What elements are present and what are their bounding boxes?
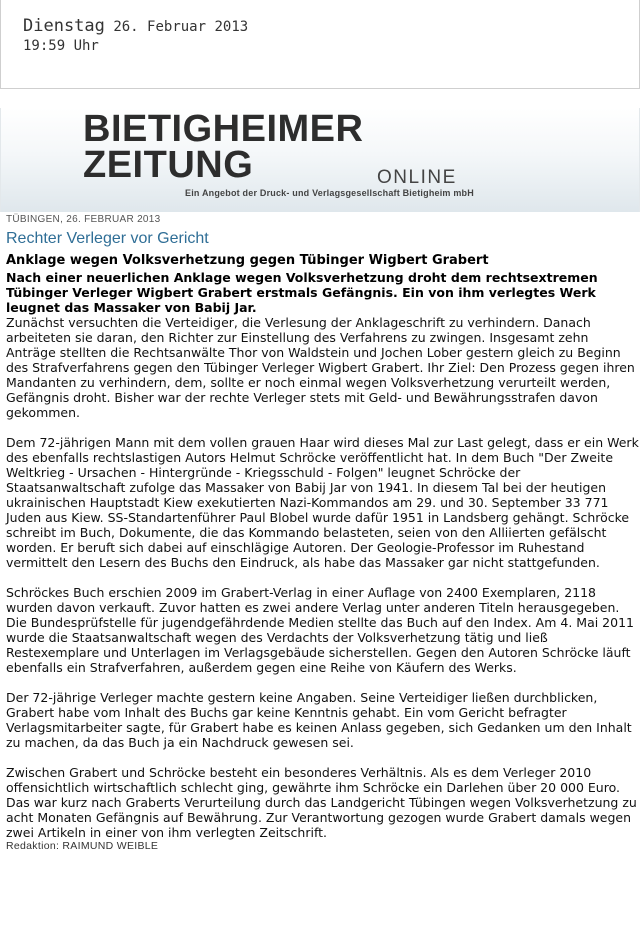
article-credit: Redaktion: RAIMUND WEIBLE xyxy=(6,840,159,852)
date-value: 26. Februar 2013 xyxy=(113,19,249,35)
weekday: Dienstag xyxy=(23,16,105,36)
article-subheadline: Anklage wegen Volksverhetzung gegen Tübinger Wigbert Grabert xyxy=(6,253,489,268)
current-time: 19:59 Uhr xyxy=(23,38,99,54)
article-paragraph: Schröckes Buch erschien 2009 im Grabert-Verlag in einer Auflage von 2400 Exemplaren, 2118 wurden davon verkauft. Zuvor hatten es zwei andere Verlag unter anderen Titeln herausgegeben. Die Bundesprüfstelle für jugendgefährdende Medien stellte das Buch auf den Index. Am 4. Mai 2011 wurde die Staatsanwaltschaft wegen des Verdachts der Volksverhetzung tätig und ließ Restexemplare und Unterlagen im Verlagsgebäude sicherstellen. Gegen den Autoren Schröcke läuft ebenfalls ein Strafverfahren, außerdem gegen eine Reihe von Käufern des Werks. xyxy=(6,585,634,675)
article-dateline: TÜBINGEN, 26. FEBRUAR 2013 xyxy=(6,214,161,225)
article-headline: Rechter Verleger vor Gericht xyxy=(6,230,209,247)
article-paragraph: Dem 72-jährigen Mann mit dem vollen grauen Haar wird dieses Mal zur Last gelegt, dass er ein Werk des ebenfalls rechtslastigen Autors Helmut Schröcke veröffentlicht hat. In dem Buch "Der Zweite Weltkrieg - Ursachen - Hintergründe - Kriegsschuld - Folgen" leugnet Schröcke der Staatsanwaltschaft zufolge das Massaker von Babij Jar von 1941. In diesem Tal bei der heutigen ukrainischen Hauptstadt Kiew exekutierten Nazi-Kommandos am 29. und 30. September 33 771 Juden aus Kiew. SS-Standartenführer Paul Blobel wurde dafür 1951 in Landsberg gehängt. Schröcke schreibt im Buch, Dokumente, die das Kommando belasteten, seien von den Alliierten gefälscht worden. Er beruft sich dabei auf einschlägige Autoren. Der Geologie-Professor im Ruhestand vermittelt den Lesern des Buchs den Eindruck, als habe das Massaker gar nicht stattgefunden. xyxy=(6,435,639,570)
article-paragraph: Zwischen Grabert und Schröcke besteht ein besonderes Verhältnis. Als es dem Verleger 2010 offensichtlich wirtschaftlich schlecht ging, gewährte ihm Schröcke ein Darlehen über 20 000 Euro. Das war kurz nach Graberts Verurteilung durch das Landgericht Tübingen wegen Volksverhetzung zu acht Monaten Gefängnis auf Bewährung. Zur Verantwortung gezogen wurde Grabert damals wegen zwei Artikeln in einer von ihm verlegten Zeitschrift. xyxy=(6,765,637,840)
logo-title-line2: ZEITUNG xyxy=(83,144,254,186)
article-paragraph: Zunächst versuchten die Verteidiger, die Verlesung der Anklageschrift zu verhindern. Danach arbeiteten sie daran, den Richter zur Einstellung des Verfahrens zu zwingen. Insgesamt zehn Anträge stellten die Rechtsanwälte Thor von Waldstein und Jochen Lober gestern gleich zu Beginn des Strafverfahrens gegen den Tübinger Verleger Wigbert Grabert. Ihr Ziel: Den Prozess gegen ihren Mandanten zu verhindern, dem, sollte er noch einmal wegen Volksverhetzung verurteilt werden, Gefängnis droht. Bisher war der rechte Verleger stets mit Geld- und Bewährungsstrafen davon gekommen. xyxy=(6,315,635,420)
date-header xyxy=(0,0,640,89)
current-date xyxy=(23,16,248,36)
article-paragraph: Der 72-jährige Verleger machte gestern keine Angaben. Seine Verteidiger ließen durchblicken, Grabert habe vom Inhalt des Buchs gar keine Kenntnis gehabt. Ein vom Gericht befragter Verlagsmitarbeiter sagte, für Grabert habe es keinen Anlass gegeben, sich Gedanken um den Inhalt zu machen, da das Buch ja ein Nachdruck gewesen sei. xyxy=(6,690,632,750)
article xyxy=(6,213,640,853)
logo-title-line1: BIETIGHEIMER xyxy=(83,108,364,150)
logo-tagline: Ein Angebot der Druck- und Verlagsgesellschaft Bietigheim mbH xyxy=(185,188,474,198)
newspaper-masthead[interactable] xyxy=(0,108,640,212)
article-lead: Nach einer neuerlichen Anklage wegen Volksverhetzung droht dem rechtsextremen Tübinger Verleger Wigbert Grabert erstmals Gefängnis. Ein von ihm verlegtes Werk leugnet das Massaker von Babij Jar. xyxy=(6,270,598,315)
logo-online-label: ONLINE xyxy=(377,167,457,188)
